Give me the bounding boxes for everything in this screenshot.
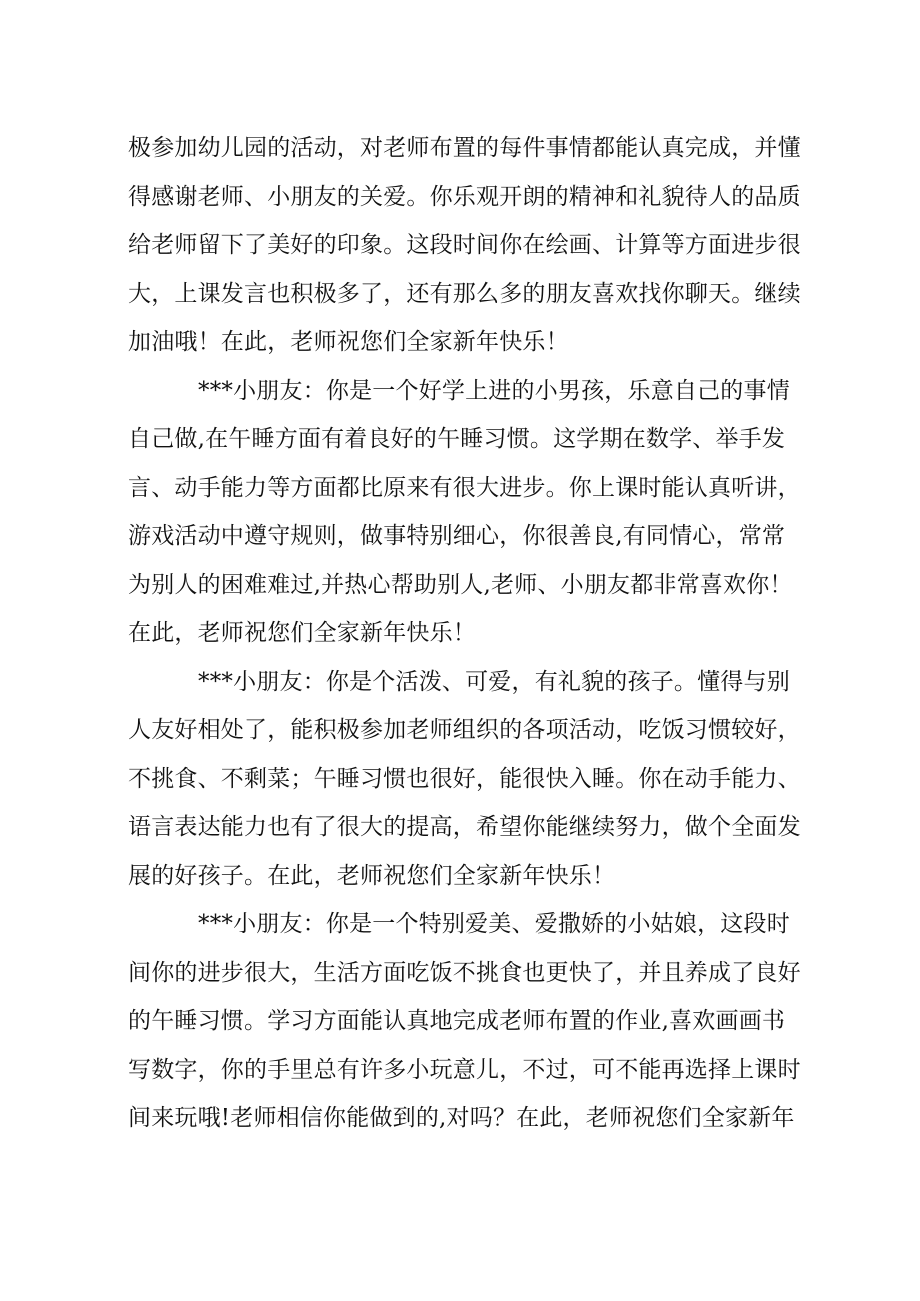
text-line: 极参加幼儿园的活动，对老师布置的每件事情都能认真完成，并懂 [128,135,801,161]
text-line: 语言表达能力也有了很大的提高，希望你能继续努力，做个全面发 [128,814,801,840]
text-line: 为别人的困难难过,并热心帮助别人,老师、小朋友都非常喜欢你！ [128,572,793,598]
text-line: 游戏活动中遵守规则，做事特别细心，你很善良,有同情心，常常 [128,523,786,549]
paragraph-start-line: ***小朋友：你是个活泼、可爱，有礼貌的孩子。懂得与别 [198,669,790,695]
text-line: 大，上课发言也积极多了，还有那么多的朋友喜欢找你聊天。继续 [128,281,801,307]
paragraph-start-line: ***小朋友：你是一个特别爱美、爱撒娇的小姑娘，这段时 [198,911,790,937]
text-line: 给老师留下了美好的印象。这段时间你在绘画、计算等方面进步很 [128,232,801,258]
text-line: 间你的进步很大，生活方面吃饭不挑食也更快了，并且养成了良好 [128,960,801,986]
text-line: 写数字，你的手里总有许多小玩意儿，不过，可不能再选择上课时 [128,1057,801,1083]
text-line: 人友好相处了，能积极参加老师组织的各项活动，吃饭习惯较好， [128,717,801,743]
text-line: 自己做,在午睡方面有着良好的午睡习惯。这学期在数学、举手发 [128,426,786,452]
text-line: 加油哦！在此，老师祝您们全家新年快乐！ [128,329,569,355]
text-line: 在此，老师祝您们全家新年快乐！ [128,620,476,646]
text-line: 不挑食、不剩菜；午睡习惯也很好，能很快入睡。你在动手能力、 [128,766,801,792]
text-line: 展的好孩子。在此，老师祝您们全家新年快乐！ [128,863,616,889]
text-line: 的午睡习惯。学习方面能认真地完成老师布置的作业,喜欢画画书 [128,1008,786,1034]
text-line: 言、动手能力等方面都比原来有很大进步。你上课时能认真听讲， [128,475,801,501]
paragraph-start-line: ***小朋友：你是一个好学上进的小男孩，乐意自己的事情 [198,378,790,404]
text-line: 间来玩哦!老师相信你能做到的,对吗？在此，老师祝您们全家新年 [128,1105,795,1131]
text-line: 得感谢老师、小朋友的关爱。你乐观开朗的精神和礼貌待人的品质 [128,184,801,210]
